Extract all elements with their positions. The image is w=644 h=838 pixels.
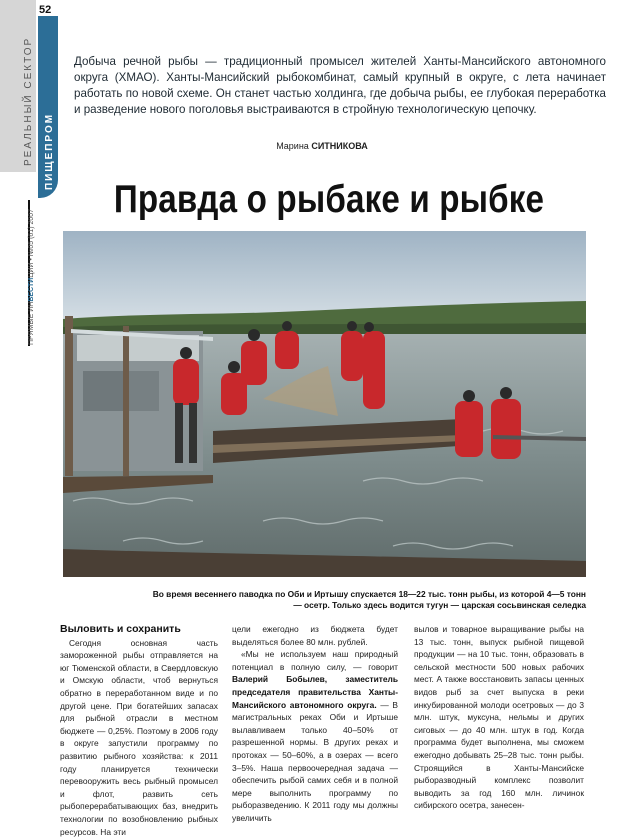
article-column-1	[60, 623, 218, 838]
page-number: 52	[39, 4, 52, 16]
fishermen-photo	[63, 231, 586, 577]
article-column-2	[232, 623, 398, 825]
author-byline: Марина СИТНИКОВА	[276, 141, 368, 151]
article-subheading: Выловить и сохранить	[60, 623, 181, 635]
article-paragraph: цели ежегодно из бюджета будет выделяться более 80 млн. рублей.	[232, 624, 398, 647]
article-quote-paragraph: «Мы не используем наш природный потенциал в полную силу, — говорит Валерий Бобылев, заместитель председателя правительства Ханты-Мансийского автономного округа. — В магистральных реках Оби и Иртыше вылавливаем только 40–50% от разрешенной нормы. В других реках и протоках — 50–60%, а в озерах — всего 3–5%. Наша первоочередная задача — обеспечить рыбой самих себя и в полной мере выполнить программу по рыборазведению. К 2011 году мы должны увеличить	[232, 649, 398, 823]
photo-caption: Во время весеннего паводка по Оби и Иртышу спускается 18—22 тыс. тонн рыбы, из которой 4—5 тонн — осетр. Только здесь водится тугун — царская сосьвинская селедка	[152, 589, 586, 610]
page-title: Правда о рыбаке и рыбке	[113, 178, 545, 221]
article-paragraph: вылов и товарное выращивание рыбы на 13 тыс. тонн, выпуск рыбной пищевой продукции — на 10 тыс. тонн, образовать в сельской местности 500 новых рабочих мест. А также восстановить запасы ценных видов рыб за счет выпуска в реки инкубированной молоди осетровых — до 3 млн. штук, муксуна, нельмы и других сиговых — до 40 млн. штук в год. Когда программа будет выполнена, мы сможем ежегодно добывать 25–28 тыс. тонн рыбы. Строящийся в Ханты-Мансийске рыборазводный комплекс позволит выводить за год 160 млн. личинок сибирского осетра, занесен-	[414, 624, 584, 811]
sidebar-rubric-label: ПИЩЕПРОМ	[44, 112, 55, 190]
lead-paragraph: Добыча речной рыбы — традиционный промысел жителей Ханты-Мансийского автономного округа (ХМАО). Ханты-Мансийский рыбокомбинат, самый крупный в округе, с лета начинает работать по новой схеме. Он станет частью холдинга, где добыча рыбы, ее глубокая переработка и разведение нового поголовья выстраиваются в стройную технологическую цепочку.	[74, 55, 606, 116]
sidebar-magazine-label: ПРЯМЫЕ ИНВЕСТИЦИИ • №05 (61) 2007	[28, 208, 35, 345]
sidebar-sector-label: РЕАЛЬНЫЙ СЕКТОР	[23, 36, 34, 166]
article-column-3	[414, 623, 584, 812]
article-paragraph: Сегодня основная часть замороженной рыбы отправляется на юг Тюменской области, в Свердловскую и Омскую области, чтоб вернуться обратно в переработанном виде и по другой цене. При богатейших запасах для рыбной отрасли в местном бюджете — 0,25%. Поэтому в 2006 году в округе запустили программу по развитию рыбного хозяйства: к 2011 году планируется технически перевооружить весь рыбный промысел и флот, развить сеть рыбоперерабатывающих баз, внедрить технологии по возобновлению рыбных ресурсов. На эти	[60, 637, 218, 837]
